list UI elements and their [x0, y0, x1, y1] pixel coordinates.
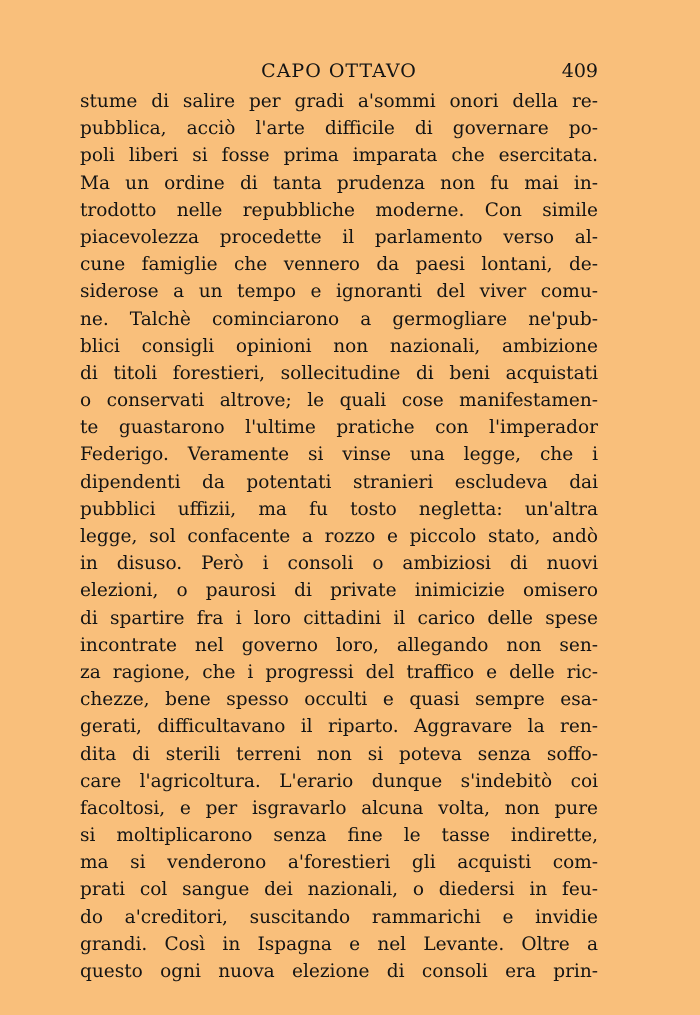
text-line: questo ogni nuova elezione di consoli era prin- — [80, 961, 598, 982]
body-text — [80, 88, 598, 985]
running-head: CAPO OTTAVO — [261, 60, 417, 82]
text-line: dita di sterili terreni non si poteva senza soffo- — [80, 743, 598, 765]
text-line: ne. Talchè cominciarono a germogliare ne'pub- — [80, 308, 598, 330]
text-line: incontrate nel governo loro, allegando non sen- — [80, 634, 598, 656]
text-line: si moltiplicarono senza fine le tasse indirette, — [80, 825, 598, 847]
text-line: elezioni, o paurosi di private inimicizie omisero — [80, 580, 598, 602]
text-line: Ma un ordine di tanta prudenza non fu mai in- — [80, 172, 598, 194]
text-line: di titoli forestieri, sollecitudine di beni acquistati — [80, 362, 598, 384]
text-line: dipendenti da potentati stranieri escludeva dai — [80, 471, 598, 493]
text-line: prati col sangue dei nazionali, o diedersi in feu- — [80, 879, 598, 901]
text-line: blici consigli opinioni non nazionali, ambizione — [80, 335, 598, 357]
text-line: cune famiglie che vennero da paesi lontani, de- — [80, 254, 598, 276]
text-line: pubblici uffizii, ma fu tosto negletta: un'altra — [80, 498, 598, 520]
text-line: do a'creditori, suscitando rammarichi e invidie — [80, 906, 598, 928]
text-line: gerati, difficultavano il riparto. Aggravare la ren- — [80, 716, 598, 738]
text-line: stume di salire per gradi a'sommi onori della re- — [80, 91, 598, 112]
text-line: za ragione, che i progressi del traffico e delle ric- — [80, 661, 598, 683]
text-line: chezze, bene spesso occulti e quasi sempre esa- — [80, 689, 598, 711]
text-line: trodotto nelle repubbliche moderne. Con simile — [80, 199, 598, 221]
text-line: in disuso. Però i consoli o ambiziosi di nuovi — [80, 553, 598, 575]
text-line: di spartire fra i loro cittadini il carico delle spese — [80, 607, 598, 629]
text-line: Federigo. Veramente si vinse una legge, che i — [80, 444, 598, 466]
text-line: legge, sol confacente a rozzo e piccolo stato, andò — [80, 526, 598, 547]
text-line: poli liberi si fosse prima imparata che esercitata. — [80, 145, 598, 167]
text-line: te guastarono l'ultime pratiche con l'imperador — [80, 417, 598, 439]
text-line: ma si venderono a'forestieri gli acquisti com- — [80, 852, 598, 874]
page-header — [80, 56, 598, 90]
text-line: facoltosi, e per isgravarlo alcuna volta, non pure — [80, 797, 598, 819]
text-line: siderose a un tempo e ignoranti del viver comu- — [80, 281, 598, 303]
page-number: 409 — [561, 60, 598, 82]
text-line: piacevolezza procedette il parlamento verso al- — [80, 226, 598, 248]
text-line: o conservati altrove; le quali cose manifestamen- — [80, 390, 598, 412]
text-line: pubblica, acciò l'arte difficile di governare po- — [80, 118, 598, 140]
text-line: grandi. Così in Ispagna e nel Levante. Oltre a — [80, 933, 598, 955]
text-line: care l'agricoltura. L'erario dunque s'indebitò coi — [80, 770, 598, 792]
